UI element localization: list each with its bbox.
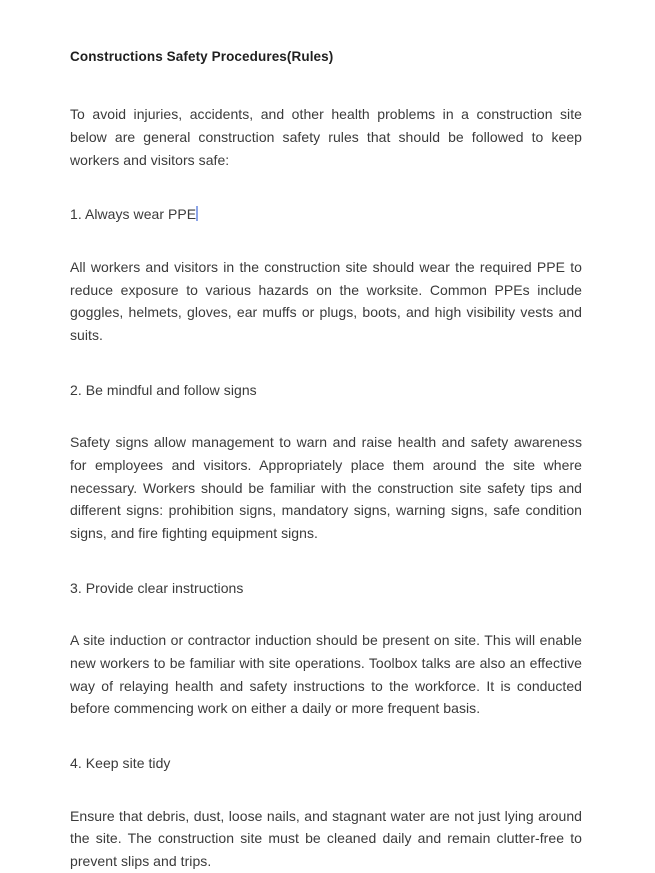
- rule-body-3: A site induction or contractor induction should be present on site. This will enable new workers to be familiar with site operations. Toolbox talks are also an effective way of relaying health and safety instructions to the workforce. It is conducted before commencing work on either a daily or more frequent basis.: [70, 632, 582, 717]
- rule-heading-1-label: 1. Always wear PPE: [70, 206, 197, 223]
- document-title: Constructions Safety Procedures(Rules): [70, 49, 334, 64]
- rule-heading-1[interactable]: [70, 203, 582, 226]
- spacer: [70, 775, 582, 805]
- rule-body-2: Safety signs allow management to warn and raise health and safety awareness for employees and visitors. Appropriately place them around the site where necessary. Workers should be familiar with the construction site safety tips and different signs: prohibition signs, mandatory signs, warning signs, safe condition signs, and fire fighting equipment signs.: [70, 434, 582, 541]
- spacer: [70, 171, 582, 203]
- intro-paragraph: To avoid injuries, accidents, and other health problems in a construction site below are general construction safety rules that should be followed to keep workers and visitors safe:: [70, 106, 582, 168]
- rule-body-4: Ensure that debris, dust, loose nails, and stagnant water are not just lying around the site. The construction site must be cleaned daily and remain clutter-free to prevent slips and trips.: [70, 807, 582, 869]
- spacer: [70, 66, 582, 103]
- spacer: [70, 720, 582, 752]
- document-body[interactable]: [70, 48, 582, 873]
- spacer: [70, 401, 582, 431]
- spacer: [70, 599, 582, 629]
- rule-heading-4[interactable]: 4. Keep site tidy: [70, 754, 171, 771]
- spacer: [70, 347, 582, 379]
- spacer: [70, 545, 582, 577]
- rule-heading-2[interactable]: 2. Be mindful and follow signs: [70, 381, 257, 398]
- rule-body-1: All workers and visitors in the construction site should wear the required PPE to reduce exposure to various hazards on the worksite. Common PPEs include goggles, helmets, gloves, ear muffs or plugs, boots, and high visibility vests and suits.: [70, 258, 582, 343]
- text-cursor-caret: [196, 206, 198, 221]
- spacer: [70, 226, 582, 256]
- rule-heading-3[interactable]: 3. Provide clear instructions: [70, 579, 244, 596]
